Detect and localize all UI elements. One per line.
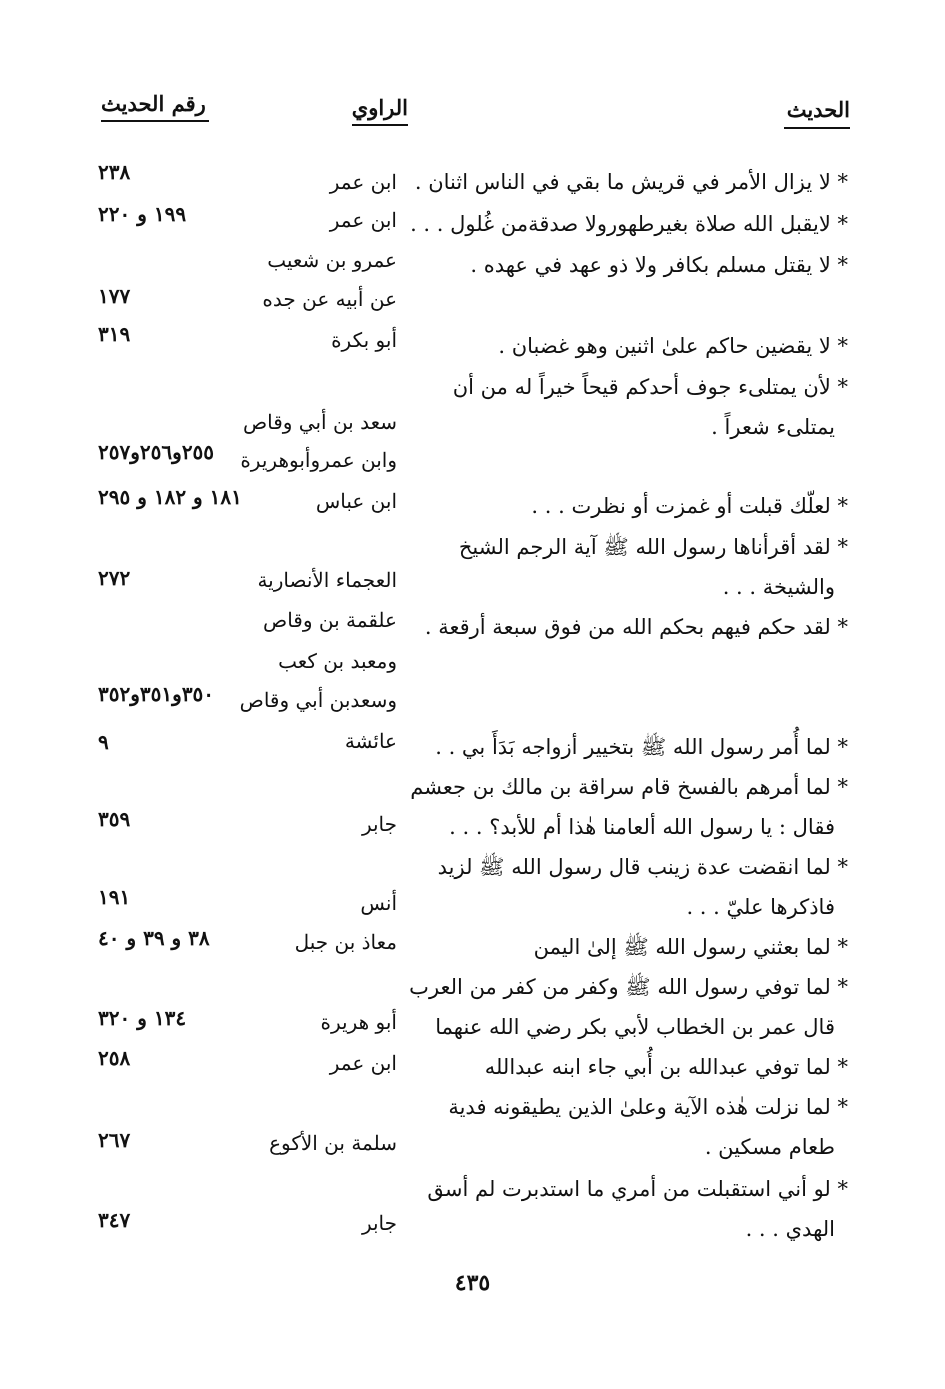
narrator-line: سلمة بن الأكوع	[269, 1131, 397, 1155]
hadith-number: ١٣٤ و ٣٢٠	[98, 1006, 187, 1030]
hadith-line: * لا يزال الأمر في قريش ما بقي في الناس اثنان .	[414, 170, 848, 194]
narrator-line: جابر	[361, 812, 397, 836]
hadith-number: ٢٣٨	[98, 160, 131, 184]
narrator-line: ومعبد بن كعب	[278, 649, 397, 673]
hadith-number: ١٧٧	[98, 284, 131, 308]
narrator-line: عائشة	[344, 729, 397, 753]
hadith-number: ٣٥٠و٣٥١و٣٥٢	[98, 682, 215, 706]
narrator-line: أنس	[360, 891, 397, 915]
hadith-number: ٢٦٧	[98, 1128, 131, 1152]
narrator-line: العجماء الأنصارية	[257, 568, 397, 592]
hadith-line: والشيخة . . .	[722, 575, 835, 599]
hadith-number: ١٩٩ و ٢٢٠	[98, 202, 187, 226]
hadith-line: * لعلّك قبلت أو غمزت أو نظرت . . .	[531, 494, 848, 518]
hadith-line: * لأن يمتلىء جوف أحدكم قيحاً خيراً له من أن	[452, 375, 848, 399]
hadith-line: * لما بعثني رسول الله ﷺ إلىٰ اليمن	[533, 935, 848, 959]
header-narrator: الراوي	[351, 95, 408, 120]
hadith-number: ١٨١ و ١٨٢ و ٢٩٥	[98, 485, 242, 509]
hadith-line: يمتلىء شعراً .	[711, 415, 835, 439]
narrator-line: عن أبيه عن جده	[262, 287, 397, 311]
hadith-line: * لايقبل الله صلاة بغيرطهورولا صدقةمن غُلول . . .	[410, 212, 848, 236]
hadith-line: * لا يقضين حاكم علىٰ اثنين وهو غضبان .	[498, 334, 848, 358]
hadith-line: * لو أني استقبلت من أمري ما استدبرت لم أسق	[427, 1177, 848, 1201]
narrator-line: وابن عمروأبوهريرة	[240, 448, 397, 472]
hadith-line: فاذكرها عليّ . . .	[686, 895, 835, 919]
narrator-line: سعد بن أبي وقاص	[242, 410, 397, 434]
hadith-line: * لما انقضت عدة زينب قال رسول الله ﷺ لزيد	[437, 855, 848, 879]
hadith-line: * لقد حكم فيهم بحكم الله من فوق سبعة أرقعة .	[424, 615, 848, 639]
header-hadith-underline	[784, 127, 850, 129]
hadith-line: الهدي . . .	[745, 1217, 835, 1241]
header-number: رقم الحديث	[101, 91, 206, 116]
narrator-line: عمرو بن شعيب	[267, 248, 397, 272]
hadith-number: ٣٥٩	[98, 807, 131, 831]
narrator-line: ابن عمر	[329, 1051, 397, 1075]
hadith-line: قال عمر بن الخطاب لأبي بكر رضي الله عنهما	[435, 1015, 835, 1039]
hadith-line: * لما توفي رسول الله ﷺ وكفر من كفر من العرب	[409, 975, 848, 999]
hadith-number: ٣٤٧	[98, 1208, 131, 1232]
narrator-line: ابن عمر	[329, 170, 397, 194]
narrator-line: علقمة بن وقاص	[263, 608, 397, 632]
header-number-underline	[101, 120, 209, 122]
header-narrator-underline	[352, 124, 408, 126]
narrator-line: أبو بكرة	[331, 328, 397, 352]
hadith-line: طعام مسكين .	[704, 1135, 835, 1159]
hadith-line: * لما توفي عبدالله بن أُبي جاء ابنه عبدالله	[484, 1055, 848, 1079]
hadith-line: * لا يقتل مسلم بكافر ولا ذو عهد في عهده .	[470, 253, 848, 277]
hadith-line: * لما أُمر رسول الله ﷺ بتخيير أزواجه بَدَأَ بي . .	[435, 735, 848, 759]
narrator-line: معاذ بن جبل	[294, 930, 397, 954]
narrator-line: ابن عباس	[315, 489, 397, 513]
hadith-line: * لقد أقرأناها رسول الله ﷺ آية الرجم الشيخ	[458, 535, 848, 559]
narrator-line: ابن عمر	[329, 208, 397, 232]
hadith-line: * لما نزلت هٰذه الآية وعلىٰ الذين يطيقونه فدية	[448, 1095, 848, 1119]
page-number: ٤٣٥	[454, 1270, 491, 1296]
narrator-line: جابر	[361, 1211, 397, 1235]
hadith-line: فقال : يا رسول الله ألعامنا هٰذا أم للأبد؟ . . .	[449, 815, 835, 839]
header-hadith: الحديث	[786, 97, 850, 122]
narrator-line: وسعدبن أبي وقاص	[239, 688, 397, 712]
hadith-number: ٢٥٥و٢٥٦و٢٥٧	[98, 440, 215, 464]
hadith-number: ٣٨ و ٣٩ و ٤٠	[98, 926, 210, 950]
narrator-line: أبو هريرة	[320, 1010, 397, 1034]
hadith-number: ٩	[98, 730, 109, 754]
hadith-number: ١٩١	[98, 885, 131, 909]
hadith-line: * لما أمرهم بالفسخ قام سراقة بن مالك بن جعشم	[410, 775, 848, 799]
hadith-number: ٢٥٨	[98, 1046, 131, 1070]
hadith-number: ٢٧٢	[98, 566, 131, 590]
hadith-number: ٣١٩	[98, 322, 131, 346]
